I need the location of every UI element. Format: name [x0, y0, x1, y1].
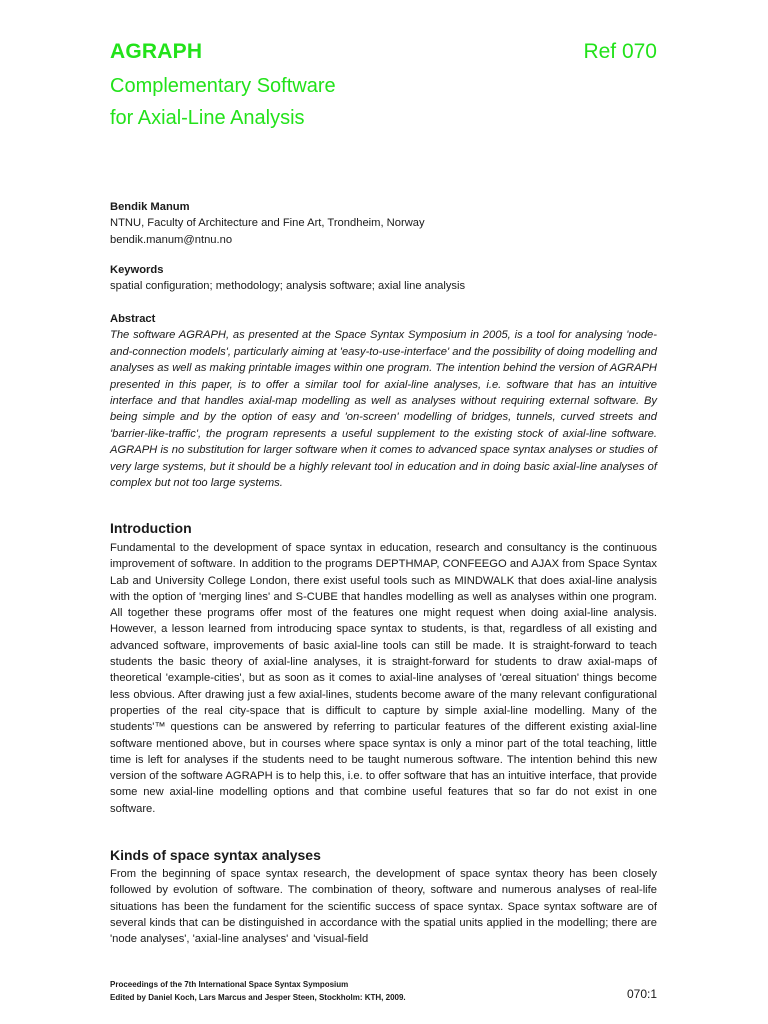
paper-subtitle	[110, 70, 336, 134]
reference-number: Ref 070	[583, 40, 657, 63]
author-email: bendik.manum@ntnu.no	[110, 233, 233, 246]
subtitle-line-2: for Axial-Line Analysis	[110, 107, 305, 129]
author-block	[110, 199, 657, 248]
abstract-label: Abstract	[110, 313, 156, 325]
subtitle-line-1: Complementary Software	[110, 75, 336, 97]
footer-line-1: Proceedings of the 7th International Space Syntax Symposium	[110, 980, 349, 989]
keywords-text: spatial configuration; methodology; analysis software; axial line analysis	[110, 280, 466, 293]
footer-citation	[110, 978, 657, 1004]
introduction-text: Fundamental to the development of space syntax in education, research and consultancy is the continuous improvement of software. In addition to the programs DEPTHMAP, CONFEEGO and AJAX from Space Syntax Lab and University College London, there exist useful tools such as MINDWALK that does axial-line analysis with the option of 'merging lines' and S-CUBE that handles modelling as well as analyses within one program. All together these programs offer most of the features one might request when doing axial-line analysis. However, a lesson learned from introducing space syntax to students, is that, regardless of all existing and advanced software, improvements of basic axial-line tools can still be made. It is straight-forward to teach students the basic theory of axial-line analyses, it is straight-forward for students to draw axial-maps of theoretical 'example-cities', but as soon as it comes to axial-line analyses of 'œreal situation' things become less obvious. After drawing just a few axial-lines, students become aware of the many relevant configurational properties of the real city-space that is difficult to capture by simple axial-line modelling. Many of the students'™ questions can be answered by referring to particular features of the different existing axial-line software mentioned above, but in courses where space syntax is only a minor part of the total teaching, little time is left for analyses if the students need to be taught numerous software. The intention behind this new version of the software AGRAPH is to help this, i.e. to offer software that has an intuitive interface, that provide some new axial-line modelling options and that combine useful features that so far do not exist in one software.	[110, 542, 657, 815]
title-row	[110, 40, 657, 66]
keywords-label: Keywords	[110, 264, 164, 276]
kinds-heading: Kinds of space syntax analyses	[110, 847, 321, 863]
introduction-heading: Introduction	[110, 520, 192, 536]
author-affiliation: NTNU, Faculty of Architecture and Fine Art, Trondheim, Norway	[110, 217, 425, 230]
page-number: 070:1	[626, 987, 657, 1001]
abstract-block	[110, 311, 657, 491]
footer-line-2: Edited by Daniel Koch, Lars Marcus and Jesper Steen, Stockholm: KTH, 2009.	[110, 993, 406, 1002]
keywords-block	[110, 262, 657, 295]
author-name: Bendik Manum	[110, 201, 190, 213]
paper-title: AGRAPH	[110, 40, 203, 63]
kinds-text: From the beginning of space syntax research, the development of space syntax theory has been closely followed by evolution of software. The combination of theory, software and numerous analyses of real-life situations has been the fundament for the scientific success of space syntax. Space syntax software are of several kinds that can be distinguished in accordance with the spatial units applied in the modelling; there are 'node analyses', 'axial-line analyses' and 'visual-field	[110, 868, 657, 946]
abstract-text: The software AGRAPH, as presented at the Space Syntax Symposium in 2005, is a tool for analysing 'node-and-connection models', particularly aiming at 'easy-to-use-interface' and the possibility of doing modelling and analyses as well as making printable images within one program. The intention behind the version of AGRAPH presented in this paper, is to offer a similar tool for axial-line analyses, i.e. software that has an intuitive interface and that handles axial-map modelling as well as analyses without requiring external software. By being simple and by the option of easy and 'on-screen' modelling of bridges, tunnels, curved streets and 'barrier-like-traffic', the program represents a useful supplement to the existing stock of axial-line software. AGRAPH is no substitution for larger software when it comes to advanced space syntax analyses or studies of very large systems, but it should be a highly relevant tool in education and in doing basic axial-line analyses of complex but not too large systems.	[110, 329, 657, 490]
